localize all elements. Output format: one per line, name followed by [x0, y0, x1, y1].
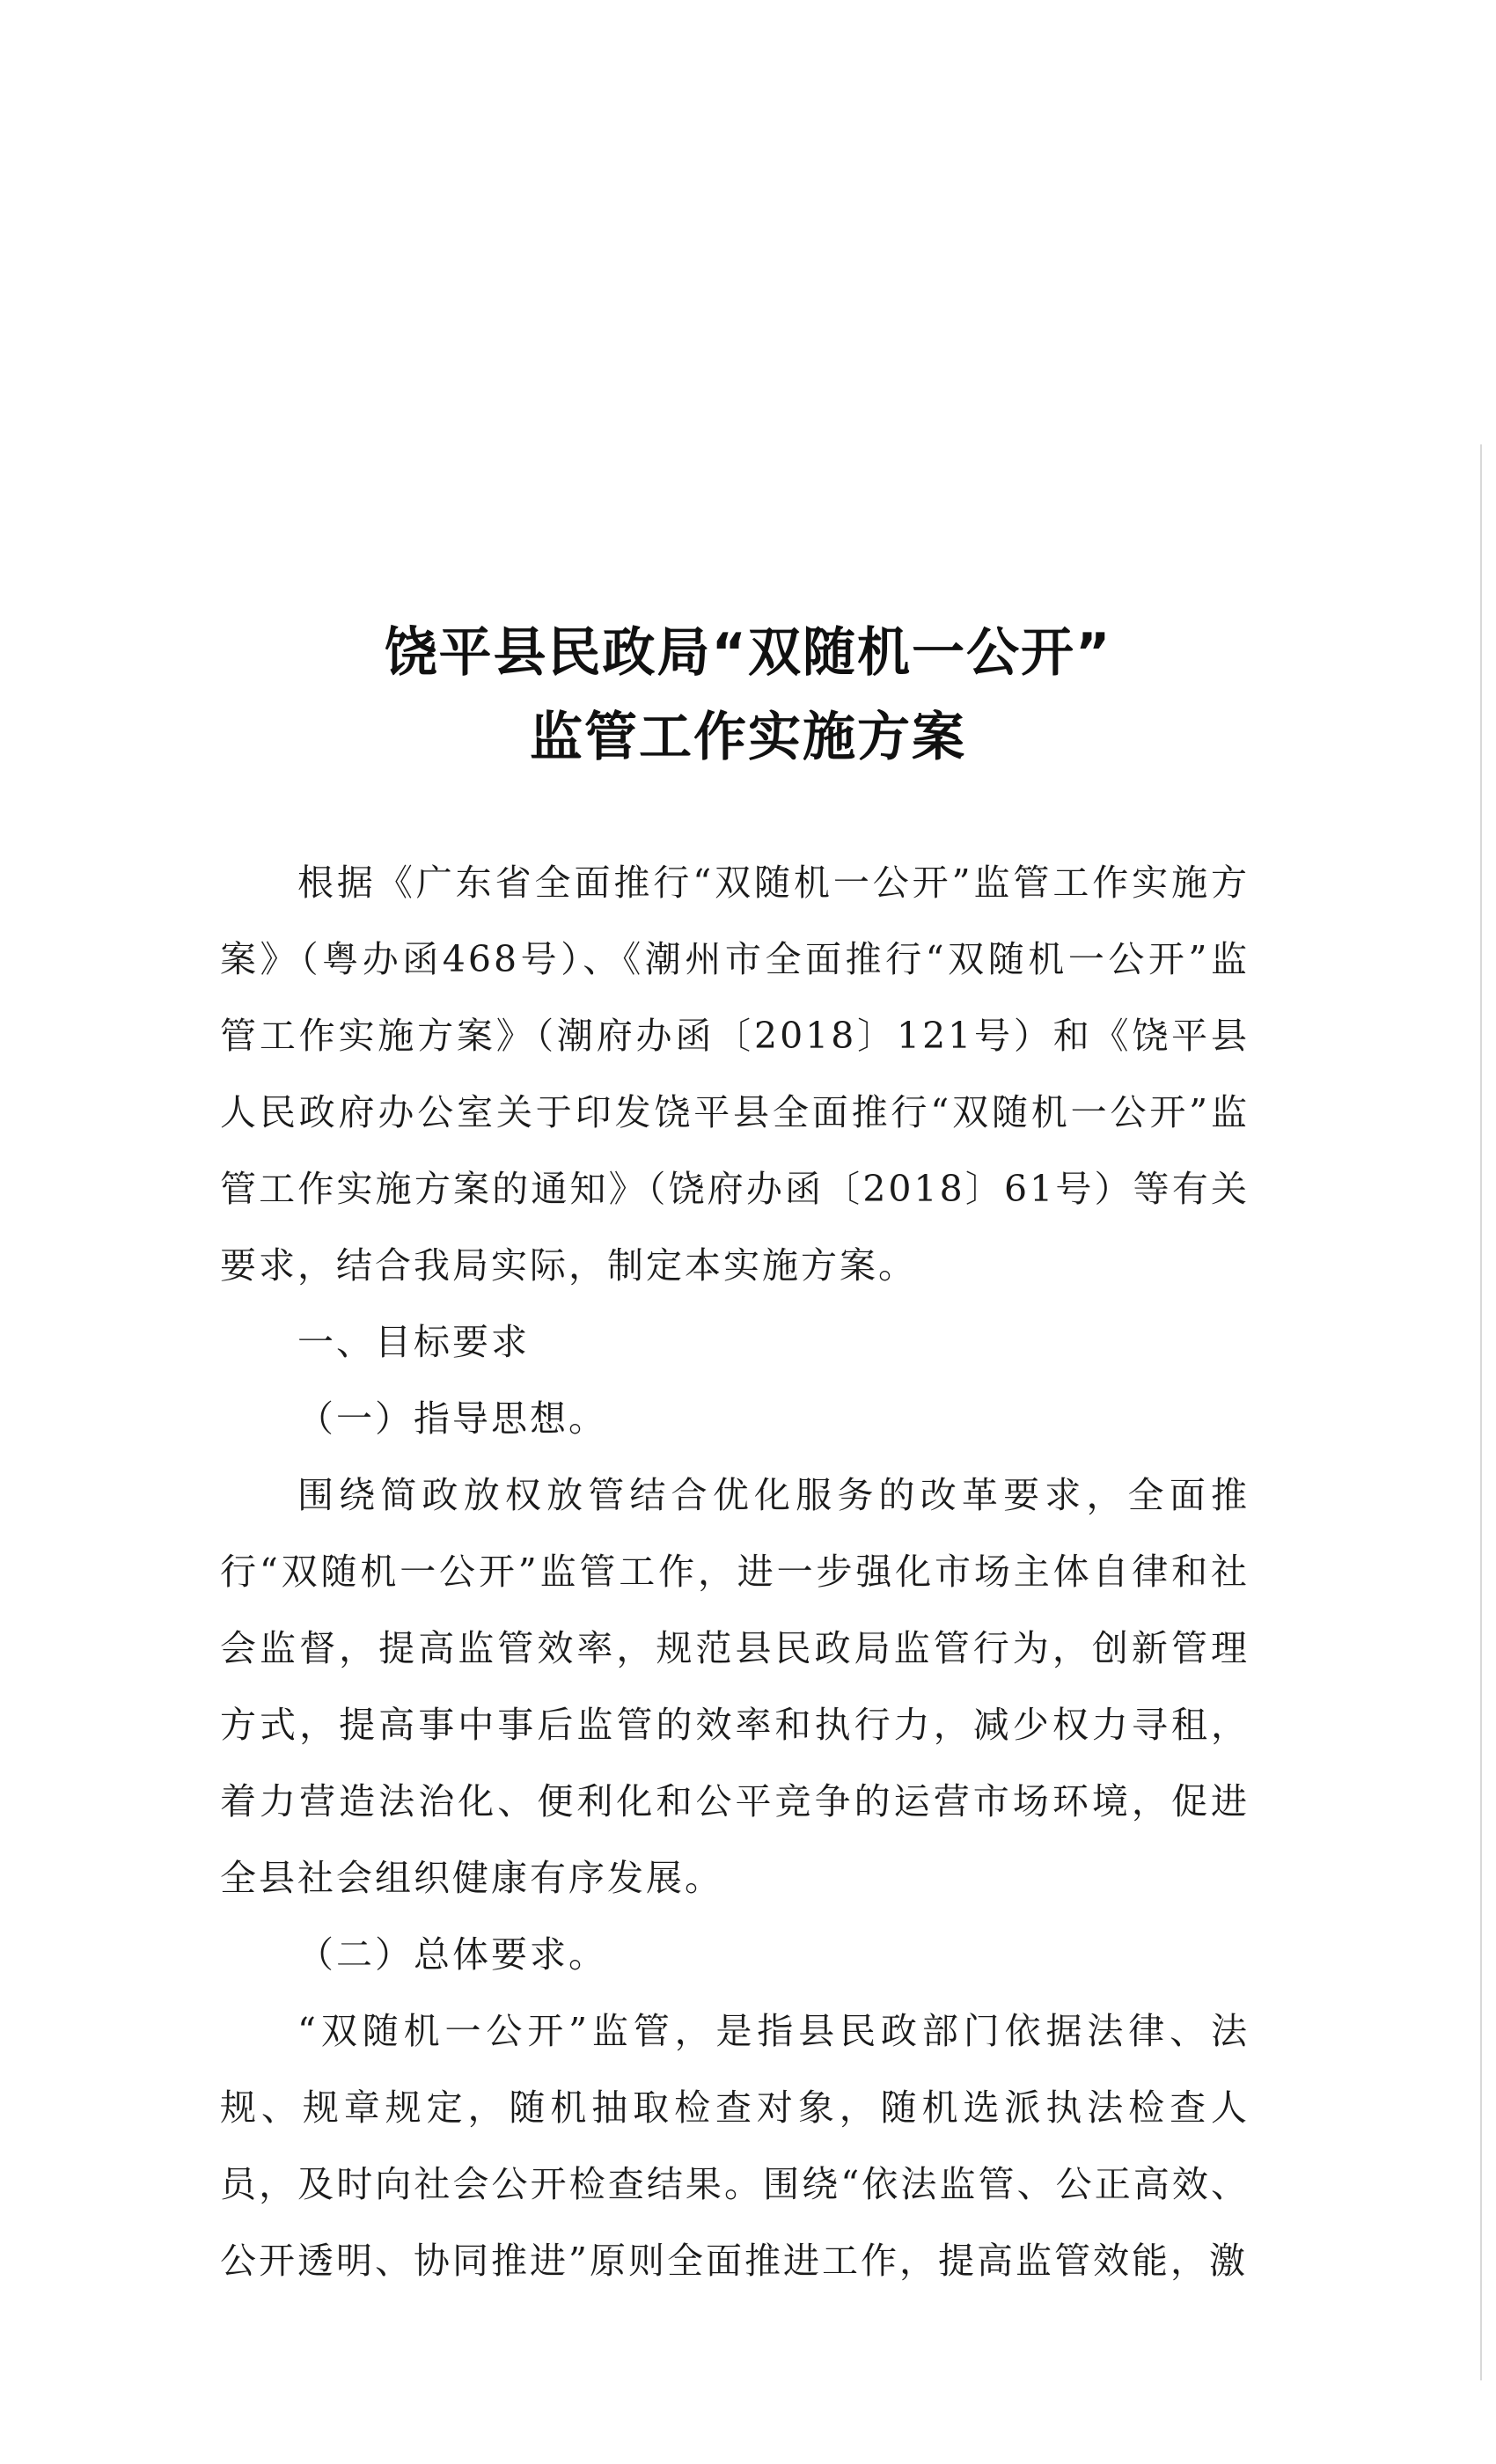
document-title-line-2: 监管工作实施方案: [530, 707, 966, 768]
document-title-line-1: 饶平县民政局“双随机一公开”: [384, 622, 1112, 684]
subheading-overall-requirements: （二）总体要求。: [297, 1933, 607, 1976]
document-body: [220, 845, 1250, 2299]
paragraph-basis: 根据《广东省全面推行“双随机一公开”监管工作实施方案》（粤办函468号）、《潮州市全面推行“双随机一公开”监管工作实施方案》（潮府办函〔2018〕121号）和《饶平县人民政府办公室关于印发饶平县全面推行“双随机一公开”监管工作实施方案的通知》（饶府办函〔2018〕61号）等有关要求，结合我局实际，制定本实施方案。: [220, 862, 1250, 1287]
heading-goals: 一、目标要求: [297, 1321, 530, 1363]
paragraph-guiding-thought: 围绕简政放权放管结合优化服务的改革要求，全面推行“双随机一公开”监管工作，进一步强化市场主体自律和社会监督，提高监管效率，规范县民政局监管行为，创新管理方式，提高事中事后监管的效率和执行力，减少权力寻租，着力营造法治化、便利化和公平竞争的运营市场环境，促进全县社会组织健康有序发展。: [220, 1474, 1250, 1899]
paragraph-overall-requirements: “双随机一公开”监管，是指县民政部门依据法律、法规、规章规定，随机抽取检查对象，随机选派执法检查人员，及时向社会公开检查结果。围绕“依法监管、公正高效、公开透明、协同推进”原则全面推进工作，提高监管效能，激: [220, 2010, 1250, 2282]
subheading-guiding-thought: （一）指导思想。: [297, 1397, 607, 1440]
